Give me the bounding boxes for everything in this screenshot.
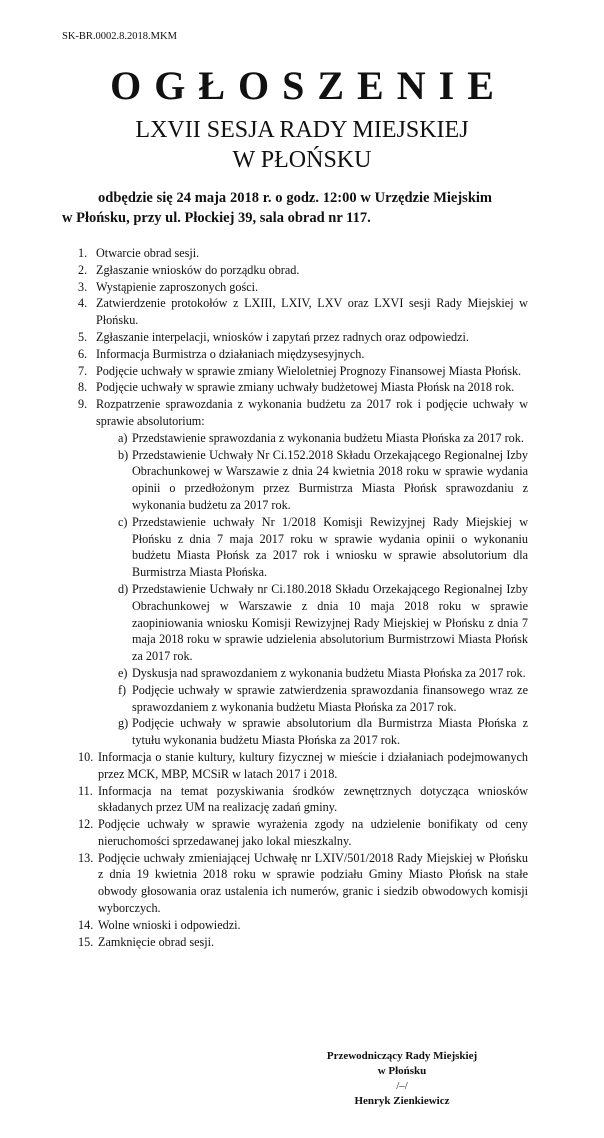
agenda-subitem-text: Przedstawienie Uchwały Nr Ci.152.2018 Składu Orzekającego Regionalnej Izby Obrachunkowej w Warszawie z dnia 24 kwietnia 2018 roku w sprawie wydania opinii o przedłożonym przez Burmistrza Miasta Płońsk sprawozdaniu z wykonania budżetu za 2017 rok. <box>132 447 528 512</box>
agenda-subitem-text: Podjęcie uchwały w sprawie absolutorium dla Burmistrza Miasta Płońska z tytułu wykonania budżetu Miasta Płońska za 2017 rok. <box>132 716 528 748</box>
agenda-item-number: 9. <box>78 397 88 412</box>
agenda-subitem-letter: a) <box>118 430 128 445</box>
agenda-item <box>78 262 528 279</box>
agenda-item-text: Informacja na temat pozyskiwania środków zewnętrznych dotycząca wniosków składanych przez UM na realizację zadań gminy. <box>98 783 528 815</box>
agenda-item <box>78 295 528 329</box>
agenda-subitem-letter: d) <box>118 581 129 596</box>
agenda-item <box>78 396 528 749</box>
agenda-subitem-text: Przedstawienie uchwały Nr 1/2018 Komisji Rewizyjnej Rady Miejskiej w Płońsku z dnia 7 maja 2017 roku w sprawie wydania opinii o wykonaniu budżetu Miasta Płońsk za 2017 rok i wniosku w sprawie absolutorium dla Burmistrza Miasta Płońska. <box>132 514 528 580</box>
agenda-item-text: Rozpatrzenie sprawozdania z wykonania budżetu za 2017 rok i podjęcie uchwały w sprawie absolutorium: <box>96 397 528 428</box>
agenda-item <box>78 379 528 396</box>
signature-name: Henryk Zienkiewicz <box>354 1095 450 1107</box>
agenda-list <box>78 245 528 950</box>
agenda-item-text: Zatwierdzenie protokołów z LXIII, LXIV, LXV oraz LXVI sesji Rady Miejskiej w Płońsku. <box>96 296 528 328</box>
agenda-item-text: Wystąpienie zaproszonych gości. <box>96 279 259 294</box>
agenda-item <box>78 917 528 934</box>
agenda-subitem-letter: e) <box>118 665 128 680</box>
agenda-item-number: 3. <box>78 279 88 294</box>
agenda-subitem-letter: b) <box>118 447 129 462</box>
agenda-item <box>78 816 528 850</box>
agenda-item-number: 4. <box>78 296 88 311</box>
agenda-subitem <box>96 581 528 665</box>
agenda-item-number: 14. <box>78 917 94 932</box>
agenda-item-number: 12. <box>78 817 94 832</box>
agenda-item-number: 2. <box>78 262 88 277</box>
agenda-item <box>78 329 528 346</box>
session-location: W PŁOŃSKU <box>232 147 372 173</box>
agenda-subitem-text: Przedstawienie sprawozdania z wykonania budżetu Miasta Płońska za 2017 rok. <box>132 430 524 445</box>
signature-block <box>300 1049 504 1109</box>
agenda-item-number: 15. <box>78 934 94 949</box>
page-title: OGŁOSZENIE <box>110 63 507 108</box>
agenda-item-text: Podjęcie uchwały w sprawie wyrażenia zgody na udzielenie bonifikaty od ceny nieruchomości sprzedawanej jako lokal mieszkalny. <box>98 817 528 848</box>
agenda-subitem-letter: f) <box>118 682 127 697</box>
agenda-item-text: Podjęcie uchwały w sprawie zmiany uchwały budżetowej Miasta Płońsk na 2018 rok. <box>96 380 515 395</box>
agenda-item-text: Zamknięcie obrad sesji. <box>98 934 215 949</box>
agenda-item-number: 11. <box>78 783 93 798</box>
agenda-item-text: Podjęcie uchwały zmieniającej Uchwałę nr LXIV/501/2018 Rady Miejskiej w Płońsku z dnia 19 kwietnia 2018 roku w sprawie podziału Gminy Miasto Płońsk na stałe obwody głosowania oraz ustalenia ich numerów, granic i siedzib obwodowych komisji wyborczych. <box>98 850 528 916</box>
agenda-item-text: Wolne wnioski i odpowiedzi. <box>98 917 241 932</box>
agenda-item <box>78 850 528 917</box>
agenda-subitem-text: Przedstawienie Uchwały nr Ci.180.2018 Składu Orzekającego Regionalnej Izby Obrachunkowej w Warszawie z dnia 10 maja 2018 roku w sprawie zaopiniowania wniosku Komisji Rewizyjnej Rady Miejskiej w Płońsku z dnia 7 maja 2018 roku w sprawie udzielenia absolutorium Burmistrzowi Miasta Płońsk za 2017 rok. <box>132 581 528 664</box>
agenda-item-text: Zgłaszanie interpelacji, wniosków i zapytań przez radnych oraz odpowiedzi. <box>96 329 469 344</box>
session-date-paragraph: odbędzie się 24 maja 2018 r. o godz. 12:00 w Urzędzie Miejskim w Płońsku, przy ul. Płockiej 39, sala obrad nr 117. <box>62 190 492 226</box>
agenda-item <box>78 749 528 783</box>
agenda-subitem-letter: c) <box>118 514 128 529</box>
agenda-item-text: Podjęcie uchwały w sprawie zmiany Wieloletniej Prognozy Finansowej Miasta Płońsk. <box>96 363 522 378</box>
agenda-item-text: Informacja Burmistrza o działaniach międzysesyjnych. <box>96 346 365 361</box>
agenda-subitem-letter: g) <box>118 716 129 731</box>
agenda-subitem <box>96 682 528 716</box>
signature-council: w Płońsku <box>377 1065 427 1077</box>
agenda-subitem <box>96 715 528 749</box>
agenda-subitem-text: Podjęcie uchwały w sprawie zatwierdzenia sprawozdania finansowego wraz ze sprawozdaniem z wykonania budżetu Miasta Płońska za 2017 rok. <box>132 682 528 714</box>
agenda-item <box>78 279 528 296</box>
agenda-item-number: 1. <box>78 246 88 260</box>
agenda-item-number: 10. <box>78 749 94 764</box>
agenda-subitem <box>96 514 528 581</box>
agenda-subitem-text: Dyskusja nad sprawozdaniem z wykonania budżetu Miasta Płońska za 2017 rok. <box>132 665 526 680</box>
agenda-item <box>78 346 528 363</box>
agenda-sublist <box>96 430 528 749</box>
agenda-item-number: 8. <box>78 380 88 395</box>
agenda-item <box>78 783 528 817</box>
agenda-subitem <box>96 447 528 514</box>
agenda-item-number: 5. <box>78 329 88 344</box>
signature-mark: /–/ <box>396 1080 408 1092</box>
agenda-item-text: Otwarcie obrad sesji. <box>96 246 200 260</box>
agenda-subitem <box>96 430 528 447</box>
agenda-item-number: 13. <box>78 850 94 865</box>
document-reference: SK-BR.0002.8.2018.MKM <box>62 31 177 42</box>
agenda-item <box>78 934 528 951</box>
agenda-item-number: 6. <box>78 346 88 361</box>
agenda-item-text: Informacja o stanie kultury, kultury fizycznej w mieście i działaniach podejmowanych przez MCK, MBP, MCSiR w latach 2017 i 2018. <box>98 749 528 781</box>
agenda-item-number: 7. <box>78 363 88 378</box>
session-title: LXVII SESJA RADY MIEJSKIEJ <box>135 117 469 143</box>
agenda-item <box>78 245 528 262</box>
signature-role: Przewodniczący Rady Miejskiej <box>326 1050 478 1062</box>
agenda-item <box>78 363 528 380</box>
agenda-subitem <box>96 665 528 682</box>
agenda-item-text: Zgłaszanie wniosków do porządku obrad. <box>96 262 300 277</box>
